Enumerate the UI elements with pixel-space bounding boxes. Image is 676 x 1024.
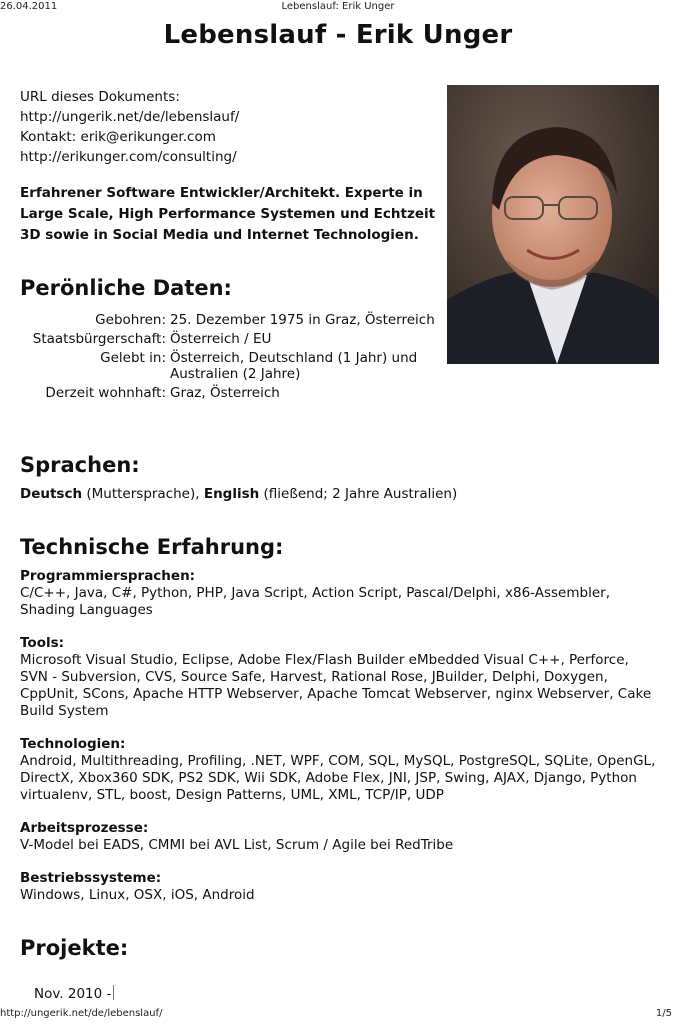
tech-category-os — [20, 870, 660, 904]
tech-experience-list — [20, 568, 660, 920]
projects-heading: Projekte: — [20, 936, 129, 960]
personal-label: Derzeit wohnhaft: — [45, 385, 166, 401]
tech-category-technologies — [20, 736, 660, 804]
language-english-note: (fließend; 2 Jahre Australien) — [259, 486, 458, 502]
category-text: Windows, Linux, OSX, iOS, Android — [20, 887, 255, 903]
languages-heading: Sprachen: — [20, 453, 140, 477]
category-title: Bestriebssysteme: — [20, 870, 162, 886]
contact-email[interactable]: Kontakt: erik@erikunger.com — [20, 129, 216, 145]
personal-data-heading: Perönliche Daten: — [20, 276, 232, 300]
category-title: Tools: — [20, 635, 65, 651]
tech-category-languages — [20, 568, 660, 619]
personal-label: Staatsbürgerschaft: — [32, 331, 166, 347]
print-date: 26.04.2011 — [0, 1, 58, 12]
category-title: Technologien: — [20, 736, 126, 752]
category-text: Microsoft Visual Studio, Eclipse, Adobe Flex/Flash Builder eMbedded Visual C++, Perforce, SVN - Subversion, CVS, Source Safe, Harvest, Rational Rose, JBuilder, Delphi, Doxygen, CppUnit, SCons, Apache HTTP Webserver, Apache Tomcat Webserver, nginx Webserver, Cake Build System — [20, 652, 652, 719]
personal-label: Gelebt in: — [100, 350, 166, 366]
category-text: Android, Multithreading, Profiling, .NET, WPF, COM, SQL, MySQL, PostgreSQL, SQLite, OpenGL, DirectX, Xbox360 SDK, PS2 SDK, Wii SDK, Adobe Flex, JNI, JSP, Swing, AJAX, Django, Python virtualenv, STL, boost, Design Patterns, UML, XML, TCP/IP, UDP — [20, 753, 656, 803]
personal-value: Österreich, Deutschland (1 Jahr) und Australien (2 Jahre) — [170, 350, 418, 382]
language-german-note: (Muttersprache), — [82, 486, 204, 502]
category-text: C/C++, Java, C#, Python, PHP, Java Script, Action Script, Pascal/Delphi, x86-Assembler, Shading Languages — [20, 585, 610, 618]
footer-url[interactable]: http://ungerik.net/de/lebenslauf/ — [0, 1008, 163, 1019]
personal-row-birth — [20, 312, 470, 328]
text-cursor — [113, 985, 114, 1000]
personal-row-lived — [20, 350, 470, 382]
project-entry-date — [34, 985, 114, 1002]
project-date: Nov. 2010 - — [34, 986, 112, 1002]
personal-value: Graz, Österreich — [170, 385, 280, 401]
language-german: Deutsch — [20, 486, 83, 502]
category-title: Arbeitsprozesse: — [20, 820, 149, 836]
profile-summary: Erfahrener Software Entwickler/Architekt. Experte in Large Scale, High Performance Systemen und Echtzeit 3D sowie in Social Media und Internet Technologien. — [20, 185, 436, 243]
tech-category-tools — [20, 635, 660, 720]
doc-url-link[interactable]: http://ungerik.net/de/lebenslauf/ — [20, 109, 240, 125]
consulting-link[interactable]: http://erikunger.com/consulting/ — [20, 149, 237, 165]
document-info — [20, 87, 239, 167]
language-english: English — [203, 486, 260, 502]
personal-value: Österreich / EU — [170, 331, 272, 347]
category-text: V-Model bei EADS, CMMI bei AVL List, Scrum / Agile bei RedTribe — [20, 837, 454, 853]
personal-value: 25. Dezember 1975 in Graz, Österreich — [170, 312, 435, 328]
page-title: Lebenslauf - Erik Unger — [163, 20, 513, 50]
tech-experience-heading: Technische Erfahrung: — [20, 535, 284, 559]
profile-photo — [447, 85, 659, 364]
languages-line — [20, 486, 457, 502]
personal-label: Gebohren: — [95, 312, 166, 328]
doc-url-label: URL dieses Dokuments: — [20, 89, 180, 105]
category-title: Programmiersprachen: — [20, 568, 196, 584]
personal-data-table — [20, 312, 470, 404]
personal-row-citizenship — [20, 331, 470, 347]
page-number: 1/5 — [655, 1008, 672, 1019]
print-header-title: Lebenslauf: Erik Unger — [281, 1, 395, 12]
tech-category-processes — [20, 820, 660, 854]
personal-row-residence — [20, 385, 470, 401]
